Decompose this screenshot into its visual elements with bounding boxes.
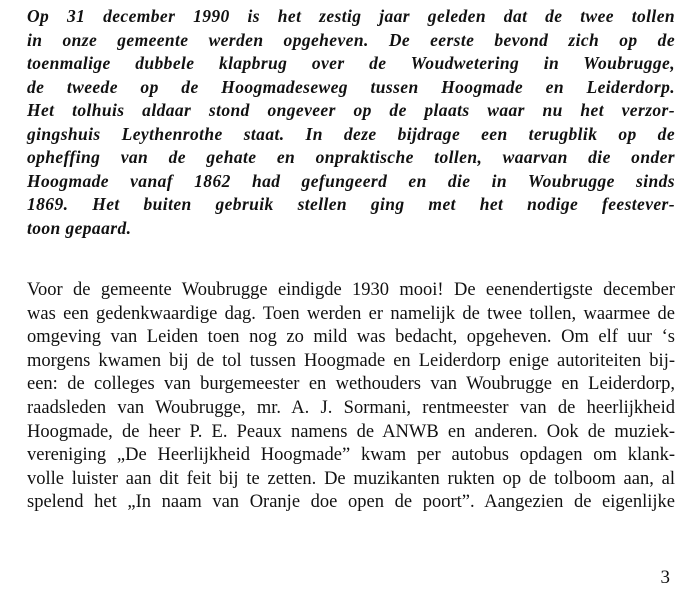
intro-paragraph (27, 5, 675, 240)
body-line: raadsleden van Woubrugge, mr. A. J. Sormani, rentmeester van de heerlijkheid (27, 397, 675, 418)
body-line: omgeving van Leiden toen nog zo mild was bedacht, opgeheven. Om elf uur ‘s (27, 327, 675, 348)
intro-line: Hoogmade vanaf 1862 had gefungeerd en die in Woubrugge sinds (27, 170, 675, 191)
body-line: Voor de gemeente Woubrugge eindigde 1930 mooi! De eenendertigste december (27, 280, 675, 300)
body-line: Hoogmade, de heer P. E. Peaux namens de ANWB en anderen. Ook de muziek- (27, 421, 675, 442)
body-line: vereniging „De Heerlijkheid Hoogmade” kwam per autobus opdagen om klank- (27, 445, 675, 466)
intro-line: gingshuis Leythenrothe staat. In deze bijdrage een terugblik op de (27, 123, 675, 144)
body-line: een: de colleges van burgemeester en wethouders van Woubrugge en Leiderdorp, (27, 374, 675, 395)
body-line: spelend het „In naam van Oranje doe open de poort”. Aangezien de eigenlijke (27, 492, 675, 513)
body-line: was een gedenkwaardige dag. Toen werden er namelijk de twee tollen, waarmee de (27, 303, 675, 324)
body-line: morgens kwamen bij de tol tussen Hoogmade en Leiderdorp enige autoriteiten bij- (27, 350, 675, 371)
page-number: 3 (660, 567, 670, 588)
intro-line: toon gepaard. (27, 217, 132, 238)
intro-line: in onze gemeente werden opgeheven. De eerste bevond zich op de (27, 29, 675, 50)
body-paragraph (27, 279, 675, 515)
intro-line: 1869. Het buiten gebruik stellen ging met het nodige feestever- (27, 194, 675, 214)
intro-line: opheffing van de gehate en onpraktische tollen, waarvan die onder (27, 147, 675, 167)
intro-line: de tweede op de Hoogmadeseweg tussen Hoogmade en Leiderdorp. (27, 76, 675, 97)
intro-line: Het tolhuis aldaar stond ongeveer op de plaats waar nu het verzor- (27, 100, 675, 120)
body-line: volle luister aan dit feit bij te zetten. De muzikanten rukten op de tolboom aan, al (27, 468, 675, 489)
intro-line: Op 31 december 1990 is het zestig jaar geleden dat de twee tollen (27, 6, 675, 26)
intro-line: toenmalige dubbele klapbrug over de Woudwetering in Woubrugge, (27, 53, 675, 73)
